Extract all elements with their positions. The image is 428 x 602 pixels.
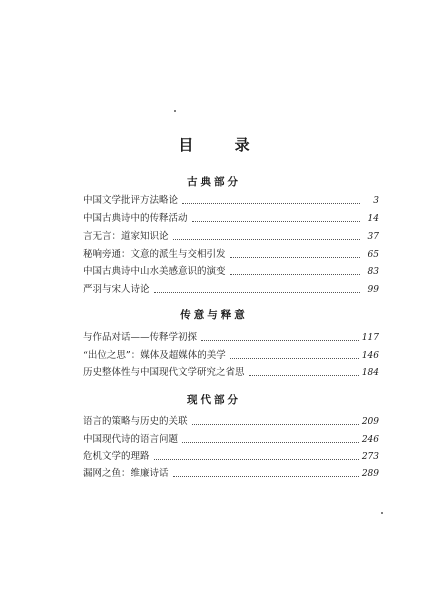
section-heading-classical: 古典部分 [187,176,241,188]
entry-page: 246 [361,435,379,445]
entry-title: 秘响旁通：文意的派生与交相引发 [83,249,226,260]
entry-title: 中国古典诗中的传释活动 [83,213,188,224]
entry-title: 与作品对话——传释学初探 [83,332,198,343]
entry-title: “出位之思”：媒体及超媒体的美学 [83,350,226,361]
print-speck [174,110,176,112]
toc-entry[interactable] [83,432,379,446]
entry-page: 209 [361,417,379,427]
dot-leader [154,459,359,460]
dot-leader [173,476,359,477]
dot-leader [192,424,359,425]
toc-entry[interactable] [83,449,379,463]
toc-entry[interactable] [83,211,379,225]
dot-leader [249,375,359,376]
toc-entry[interactable] [83,229,379,243]
entry-page: 273 [361,452,379,462]
toc-entry[interactable] [83,330,379,344]
dot-leader [173,239,360,240]
toc-entry[interactable] [83,264,379,278]
toc-entry[interactable] [83,466,379,480]
dot-leader [182,442,359,443]
entry-title: 危机文学的理路 [83,451,150,462]
entry-title: 漏网之鱼：维廉诗话 [83,468,169,479]
entry-page: 146 [361,351,379,361]
entry-page: 99 [367,285,379,295]
dot-leader [192,221,360,222]
entry-page: 37 [367,232,379,242]
entry-title: 严羽与宋人诗论 [83,284,150,295]
toc-entry[interactable] [83,365,379,379]
dot-leader [201,340,359,341]
entry-title: 语言的策略与历史的关联 [83,416,188,427]
toc-entry[interactable] [83,247,379,261]
print-speck [381,512,383,514]
toc-entry[interactable] [83,348,379,362]
entry-title: 中国古典诗中山水美感意识的演变 [83,266,226,277]
entry-page: 184 [361,368,379,378]
toc-entry[interactable] [83,282,379,296]
entry-page: 117 [361,333,379,343]
toc-entry[interactable] [83,414,379,428]
dot-leader [230,257,360,258]
dot-leader [182,203,360,204]
section-heading-modern: 现代部分 [187,394,241,406]
dot-leader [230,274,360,275]
entry-page: 3 [373,196,379,206]
entry-page: 83 [367,267,379,277]
entry-page: 65 [367,250,379,260]
entry-page: 14 [367,214,379,224]
entry-page: 289 [361,469,379,479]
toc-entry[interactable] [83,193,379,207]
section-heading-transmission: 传意与释意 [180,309,248,321]
entry-title: 历史整体性与中国现代文学研究之省思 [83,367,245,378]
entry-title: 中国文学批评方法略论 [83,195,179,206]
entry-title: 中国现代诗的语言问题 [83,434,179,445]
dot-leader [154,292,360,293]
dot-leader [230,358,359,359]
entry-title: 言无言：道家知识论 [83,231,169,242]
page-title: 目 录 [178,136,268,154]
